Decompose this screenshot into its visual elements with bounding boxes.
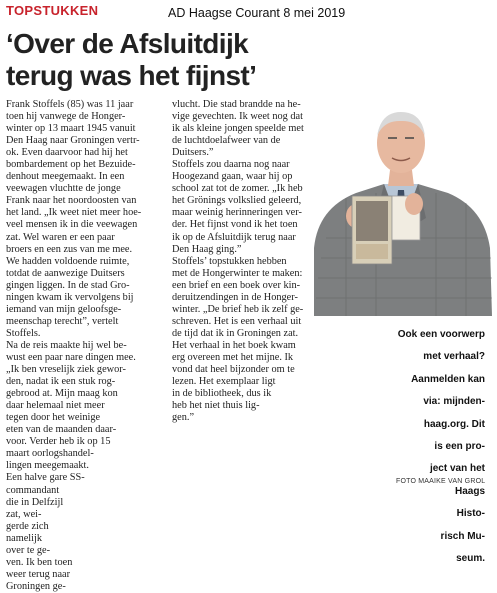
article-line: commandant: [6, 484, 60, 496]
caption-line: Histo-: [456, 508, 485, 520]
article-line: toen hij vanwege de Honger-: [6, 111, 126, 123]
article-line: Stoffels.: [6, 327, 41, 339]
portrait-photo: [306, 98, 496, 316]
article-line: die in Delfzijl: [6, 496, 64, 508]
article-line: ik op de Afsluitdijk terug naar: [172, 231, 296, 243]
article-line: heb het niet thuis lig-: [172, 400, 260, 412]
article-line: schreven. Het is een verhaal uit: [172, 315, 302, 327]
article-line: Frank naar het noordoosten van: [6, 195, 137, 207]
caption-line: met verhaal?: [423, 351, 485, 363]
article-line: zat. Wel waren er een paar: [6, 231, 115, 243]
headline-line-1: ‘Over de Afsluitdijk: [6, 28, 249, 59]
article-line: Den Haag ging.”: [172, 243, 242, 255]
article-line: namelijk: [6, 532, 43, 544]
section-kicker: TOPSTUKKEN: [6, 3, 99, 18]
article-line: wust een paar nare dingen mee.: [6, 351, 136, 363]
caption-line: Aanmelden kan: [411, 373, 485, 385]
headline: [6, 28, 486, 92]
portrait-illustration: [306, 98, 496, 316]
caption-line: seum.: [456, 553, 485, 565]
article-line: Stoffels zou daarna nog naar: [172, 159, 290, 171]
article-line: maar weinig herinneringen ver-: [172, 207, 302, 219]
article-line: erg overeen met het mijne. Ik: [172, 351, 294, 363]
article-line: voor. Verder heb ik op 15: [6, 436, 111, 448]
article-line: vige gevechten. Ik weet nog dat: [172, 111, 303, 123]
article-line: ik als kleine jongen speelde met: [172, 123, 304, 135]
caption-line: haag.org. Dit: [423, 418, 485, 430]
article-line: Een halve gare SS-: [6, 472, 85, 484]
article-line: gerde zich: [6, 520, 49, 532]
article-line: school zat tot de zomer. „Ik heb: [172, 183, 303, 195]
article-line: een brief en een boek over kin-: [172, 279, 301, 291]
article-column-1: [6, 99, 162, 593]
article-line: met de Hongerwinter te maken:: [172, 267, 303, 279]
article-line: bombardement op het Bezuide-: [6, 159, 136, 171]
article-line: lezen. Het exemplaar ligt: [172, 376, 276, 388]
photo-credit: FOTO MAAIKE VAN GROL: [396, 478, 486, 485]
article-line: ok. Even daarvoor had hij het: [6, 147, 128, 159]
article-line: broers en een zus van me mee.: [6, 243, 133, 255]
article-line: gebrood at. Mijn maag kon: [6, 388, 118, 400]
caption-line: Ook een voorwerp: [397, 329, 485, 340]
article-line: Groningen ge-: [6, 580, 66, 592]
headline-line-2: terug was het fijnst’: [6, 60, 257, 91]
call-to-action-caption: [360, 319, 485, 575]
caption-line: is een pro-: [434, 441, 485, 453]
article-line: Den Haag naar Groningen vertr-: [6, 135, 140, 147]
caption-line: ject van het: [429, 463, 485, 475]
article-line: winter op 13 maart 1945 vanuit: [6, 123, 136, 135]
publication-source: AD Haagse Courant 8 mei 2019: [168, 6, 346, 20]
article-line: weer terug naar: [6, 568, 71, 580]
article-line: winter. „De brief heb ik zelf ge-: [172, 303, 304, 315]
article-line: de luchtdoelafweer van de: [172, 135, 281, 147]
article-line: veewagen vluchtte de jonge: [6, 183, 121, 195]
article-line: de tijd dat ik in Groningen zat.: [172, 327, 299, 339]
article-line: den, nadat ik een stuk rog-: [6, 376, 116, 388]
article-line: Hoogezand gaan, waar hij op: [172, 171, 293, 183]
article-line: totdat de aanwezige Duitsers: [6, 267, 125, 279]
article-line: daar helemaal niet meer: [6, 400, 105, 412]
caption-line: risch Mu-: [440, 530, 485, 542]
article-line: denhout meegemaakt. In een: [6, 171, 125, 183]
article-line: maart oorlogshandel-: [6, 448, 94, 460]
caption-line: Haags: [454, 485, 485, 497]
article-line: vond dat heel bijzonder om te: [172, 364, 295, 376]
article-line: over te ge-: [6, 544, 51, 556]
article-line: iemand van mijn geloofsge-: [6, 303, 122, 315]
article-column-2: [172, 99, 317, 424]
article-line: ven. Ik ben toen: [6, 556, 73, 568]
article-line: ningen kwam ik vervolgens bij: [6, 291, 134, 303]
article-line: het Grönings volkslied geleerd,: [172, 195, 302, 207]
article-line: meenschap terecht”, vertelt: [6, 315, 119, 327]
article-line: Het verhaal in het boek kwam: [172, 339, 296, 351]
article-line: gingen liggen. In de stad Gro-: [6, 279, 130, 291]
article-line: deruitzendingen in de Honger-: [172, 291, 298, 303]
article-line: eten van de maanden daar-: [6, 424, 117, 436]
article-line: Frank Stoffels (85) was 11 jaar: [6, 99, 134, 110]
article-line: het land. „Ik weet niet meer hoe-: [6, 207, 142, 219]
article-line: We hadden voldoende ruimte,: [6, 255, 130, 267]
article-line: tegen door het weinige: [6, 412, 101, 424]
article-line: gen.”: [172, 412, 195, 424]
article-line: lingen meegemaakt.: [6, 460, 89, 472]
article-line: Stoffels’ topstukken hebben: [172, 255, 287, 267]
article-line: Duitsers.”: [172, 147, 214, 159]
article-line: veel mensen ik in die veewagen: [6, 219, 138, 231]
article-line: vlucht. Die stad brandde na he-: [172, 99, 301, 110]
article-line: zat, wei-: [6, 508, 42, 520]
article-line: „Ik ben vreselijk ziek gewor-: [6, 364, 126, 376]
article-line: Na de reis maakte hij wel be-: [6, 339, 127, 351]
caption-line: via: mijnden-: [423, 396, 485, 408]
article-line: in de bibliotheek, dus ik: [172, 388, 272, 400]
article-line: der. Het fijnst vond ik het toen: [172, 219, 298, 231]
